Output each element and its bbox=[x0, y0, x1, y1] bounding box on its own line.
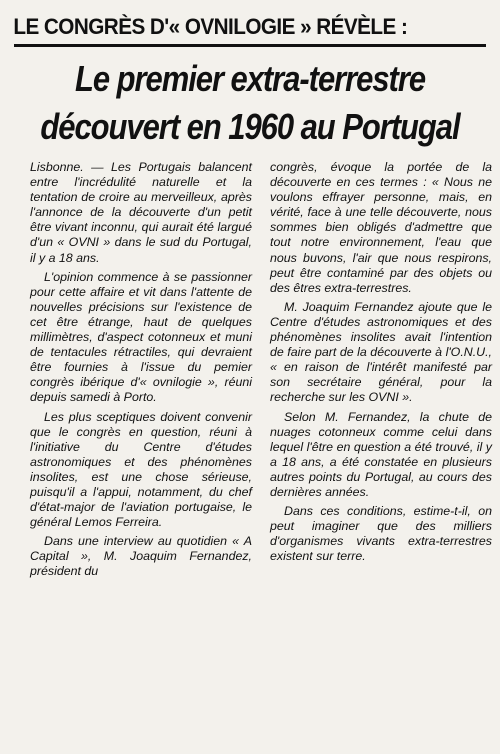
right-column bbox=[270, 160, 492, 754]
paragraph: Dans une interview au quotidien « A Capital », M. Joaquim Fernandez, président du bbox=[30, 534, 252, 579]
paragraph: Selon M. Fernandez, la chute de nuages cotonneux comme celui dans lequel l'être en question a été trouvé, il y a 18 ans, a été constatée en plusieurs autres points du Portugal, au cours des dernières années. bbox=[270, 409, 492, 499]
paragraph: Dans ces conditions, estime-t-il, on peut imaginer que des milliers d'organismes vivants extra-terrestres existent sur terre. bbox=[270, 504, 492, 564]
kicker-rule bbox=[14, 44, 486, 47]
article-headline bbox=[6, 55, 494, 151]
paragraph: L'opinion commence à se passionner pour cette affaire et vit dans l'attente de nouvelles précisions sur l'existence de cet être étrange, haut de quelques millimètres, d'aspect cotonneux et muni de tentacules rétractiles, qui devraient être fournies à l'issue du pemier congrès ibérique d'« ovnilogie », réuni depuis samedi à Porto. bbox=[30, 269, 252, 405]
paragraph: congrès, évoque la portée de la découverte en ces termes : « Nous ne voulons effrayer personne, mais, en vérité, face à une telle découverte, nous sommes bien obligés d'admettre que tout notre environnement, l'eau que nous buvons, l'air que nous respirons, peut être contaminé par des objets ou des êtres extra-terrestres. bbox=[270, 160, 492, 295]
paragraph: Lisbonne. — Les Portugais balancent entre l'incrédulité naturelle et la tentation de croire au merveilleux, après l'annonce de la découverte d'un petit être vivant inconnu, qui aurait été largué d'un « OVNI » dans le sud du Portugal, il y a 18 ans. bbox=[30, 160, 252, 265]
left-column bbox=[30, 160, 252, 754]
paragraph: M. Joaquim Fernandez ajoute que le Centre d'études astronomiques et des phénomènes insolites avait l'intention de faire part de la découverte à l'O.N.U., « en raison de l'intérêt manifesté par son secrétaire général, pour la recherche sur les OVNI ». bbox=[270, 299, 492, 405]
article-body bbox=[30, 160, 492, 754]
headline-line-2: découvert en 1960 au Portugal bbox=[40, 106, 460, 147]
paragraph: Les plus sceptiques doivent convenir que le congrès en question, réuni à l'initiative du Centre d'études astronomiques et des phénomènes insolites, est une chose sérieuse, puisqu'il a l'appui, notamment, du chef d'état-major de l'aviation portugaise, le général Lemos Ferreira. bbox=[30, 409, 252, 530]
headline-line-1: Le premier extra-terrestre bbox=[74, 58, 426, 99]
kicker-heading: LE CONGRÈS D'« OVNILOGIE » RÉVÈLE : bbox=[13, 14, 408, 39]
